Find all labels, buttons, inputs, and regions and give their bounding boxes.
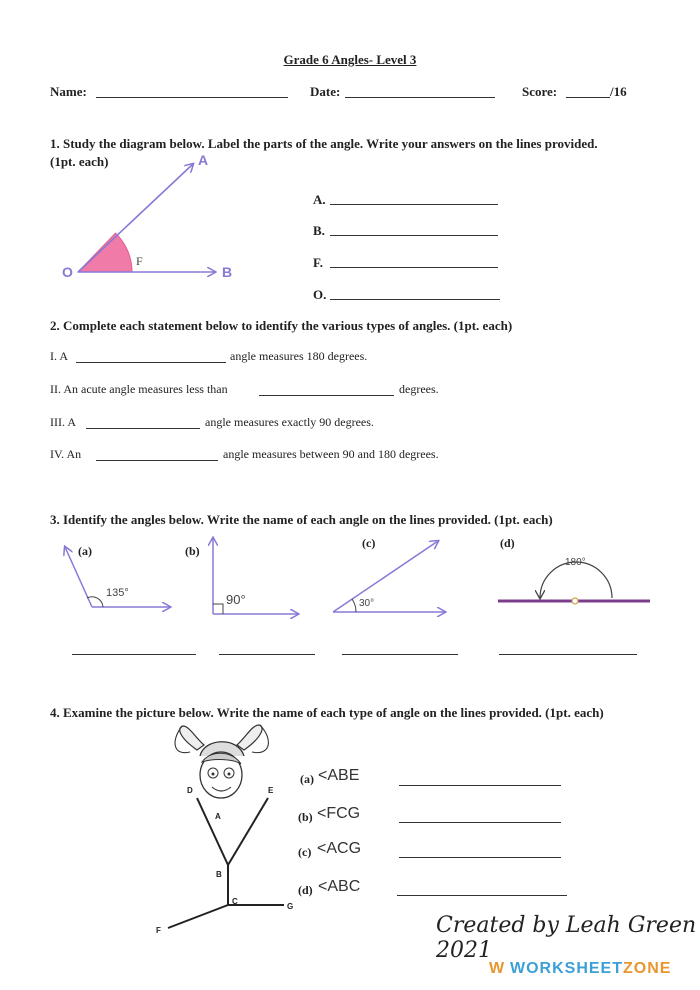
- fig-label-a: A: [215, 812, 221, 821]
- q3c-degree: 30°: [359, 598, 375, 609]
- q1-answer-b-label: B.: [313, 223, 325, 238]
- q4-item-d-letter: (d): [298, 883, 313, 897]
- q4-item-a-letter: (a): [300, 772, 314, 786]
- q1-answer-f-label: F.: [313, 255, 323, 270]
- q2-item-2-before: II. An acute angle measures less than: [50, 382, 228, 396]
- label-b: B: [222, 264, 233, 280]
- brand-logo-icon: W: [489, 960, 506, 977]
- q2-item-2-after: degrees.: [399, 382, 439, 396]
- name-label: Name:: [50, 84, 87, 99]
- q4-answer-d-line[interactable]: [397, 895, 567, 896]
- q3a-degree: 135°: [106, 587, 129, 599]
- fig-label-f: F: [156, 926, 161, 935]
- q3d-degree: 180°: [565, 557, 586, 568]
- brand-name: WORKSHEETZONE: [510, 960, 672, 977]
- fig-label-g: G: [287, 902, 294, 911]
- score-label: Score:: [522, 84, 558, 99]
- q1-answer-a-label: A.: [313, 192, 326, 207]
- fig-label-b: B: [216, 870, 222, 879]
- q2-item-4-after: angle measures between 90 and 180 degrees.: [223, 447, 439, 461]
- q3-label-d: (d): [500, 536, 515, 550]
- fig-label-e: E: [268, 786, 274, 795]
- q4-item-b-letter: (b): [298, 810, 313, 824]
- q3-prompt: 3. Identify the angles below. Write the name of each angle on the lines provided. (1pt. each): [50, 512, 553, 527]
- q4-answer-b-line[interactable]: [399, 822, 561, 823]
- q3-label-b: (b): [185, 544, 200, 558]
- score-total: /16: [610, 84, 627, 99]
- q3b-degree: 90°: [226, 592, 246, 607]
- q3-label-a: (a): [78, 544, 92, 558]
- credit-signature: Created by Leah Green 2021: [436, 913, 697, 963]
- q3-label-c: (c): [362, 536, 376, 550]
- q2-item-1-after: angle measures 180 degrees.: [230, 349, 368, 363]
- q4-item-c-letter: (c): [298, 845, 312, 859]
- q1-points: (1pt. each): [50, 154, 109, 169]
- q2-item-3-after: angle measures exactly 90 degrees.: [205, 415, 374, 429]
- q4-prompt: 4. Examine the picture below. Write the name of each type of angle on the lines provided. (1pt. each): [50, 705, 604, 720]
- q2-prompt: 2. Complete each statement below to identify the various types of angles. (1pt. each): [50, 318, 513, 333]
- q4-item-a-angle: <ABE: [318, 767, 360, 784]
- q4-item-d-angle: <ABC: [318, 878, 361, 895]
- fig-label-c: C: [232, 897, 238, 906]
- q2-item-1-before: I. A: [50, 349, 68, 363]
- q4-answer-c-line[interactable]: [399, 857, 561, 858]
- label-o: O: [62, 264, 73, 280]
- q4-answer-a-line[interactable]: [399, 785, 561, 786]
- date-label: Date:: [310, 84, 341, 99]
- fig-label-d: D: [187, 786, 193, 795]
- worksheet-title: Grade 6 Angles- Level 3: [283, 52, 417, 67]
- q1-answer-o-label: O.: [313, 287, 327, 302]
- q4-item-c-angle: <ACG: [317, 840, 362, 857]
- q4-item-b-angle: <FCG: [317, 805, 361, 822]
- label-f: F: [136, 254, 143, 268]
- q2-item-4-before: IV. An: [50, 447, 82, 461]
- q2-item-3-before: III. A: [50, 415, 76, 429]
- label-a: A: [198, 152, 209, 168]
- q1-prompt: 1. Study the diagram below. Label the parts of the angle. Write your answers on the lines provided.: [50, 136, 598, 151]
